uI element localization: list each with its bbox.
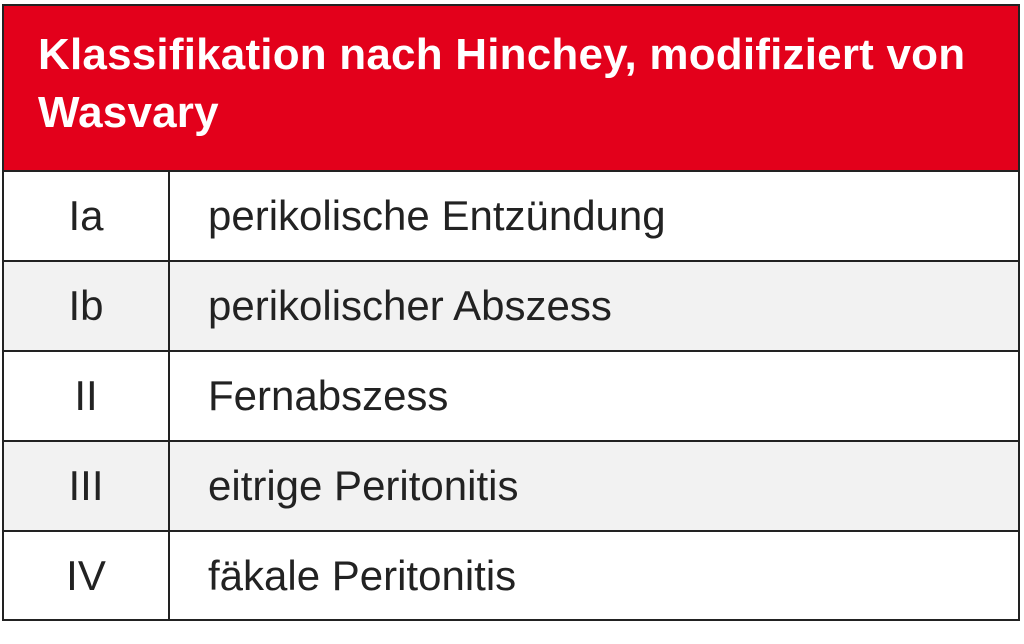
table-row xyxy=(4,532,1018,619)
table-row xyxy=(4,442,1018,532)
table-row xyxy=(4,262,1018,352)
table-row xyxy=(4,352,1018,442)
stage-description: perikolische Entzündung xyxy=(208,192,666,239)
stage-description: eitrige Peritonitis xyxy=(208,462,519,509)
stage-description: perikolischer Abszess xyxy=(208,282,612,329)
stage-code: IV xyxy=(4,532,170,619)
stage-description: fäkale Peritonitis xyxy=(208,552,517,599)
classification-table xyxy=(2,4,1020,621)
stage-description: Fernabszess xyxy=(208,372,449,419)
stage-code: II xyxy=(4,352,170,440)
stage-code: Ia xyxy=(4,172,170,260)
stage-code: III xyxy=(4,442,170,530)
table-header xyxy=(4,6,1018,172)
table-title: Klassifikation nach Hinchey, modifiziert von Wasvary xyxy=(38,30,966,137)
stage-code: Ib xyxy=(4,262,170,350)
table-row xyxy=(4,172,1018,262)
